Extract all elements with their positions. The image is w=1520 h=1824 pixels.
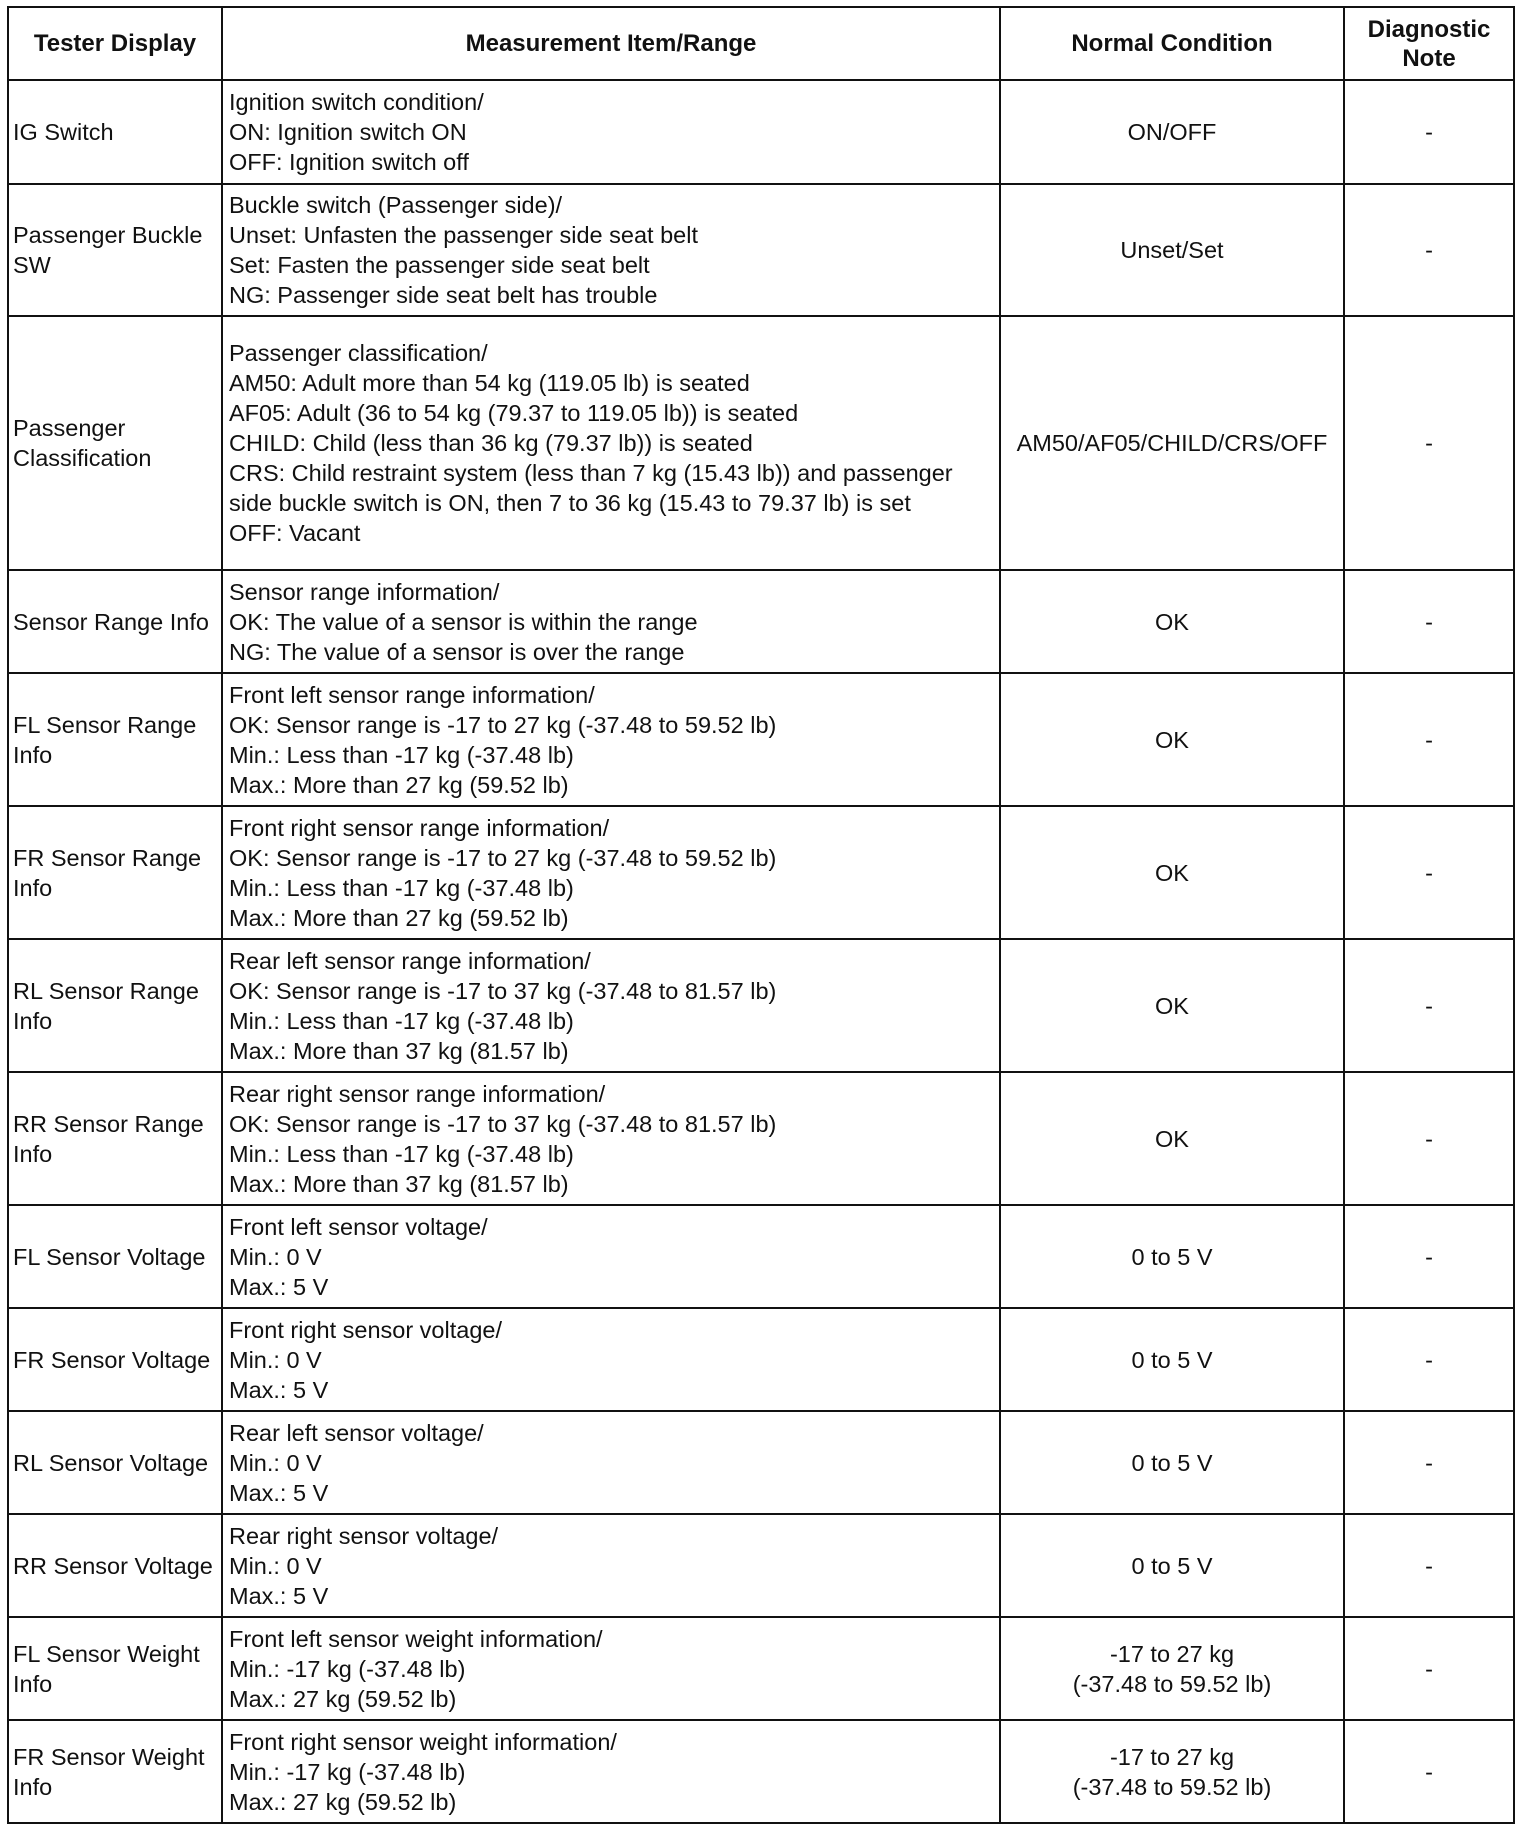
measurement-line: OK: Sensor range is -17 to 27 kg (-37.48 to 59.52 lb) (229, 711, 777, 738)
measurement-line: Min.: 0 V (229, 1552, 322, 1579)
diagnostic-note-cell: - (1344, 570, 1514, 673)
table-row (8, 80, 1514, 184)
measurement-item-cell (222, 673, 1000, 806)
diagnostic-note-cell: - (1344, 80, 1514, 184)
measurement-item-cell (222, 1308, 1000, 1411)
measurement-line: Max.: 5 V (229, 1273, 329, 1300)
table-row (8, 1205, 1514, 1308)
measurement-line: Unset: Unfasten the passenger side seat belt (229, 222, 698, 248)
tester-display-cell: FL Sensor Range Info (8, 673, 222, 806)
measurement-line: OFF: Vacant (229, 520, 361, 546)
measurement-line: Buckle switch (Passenger side)/ (229, 192, 563, 218)
measurement-line: Min.: Less than -17 kg (-37.48 lb) (229, 1140, 574, 1167)
measurement-item-cell (222, 570, 1000, 673)
measurement-line: Front right sensor weight information/ (229, 1728, 617, 1755)
measurement-line: Sensor range information/ (229, 578, 500, 605)
table-row (8, 570, 1514, 673)
table-body (8, 80, 1514, 1823)
measurement-line: Rear left sensor range information/ (229, 947, 591, 974)
normal-condition-cell (1000, 80, 1344, 184)
diagnostic-note-cell: - (1344, 184, 1514, 316)
measurement-line: CHILD: Child (less than 36 kg (79.37 lb)) is seated (229, 430, 753, 456)
normal-condition-cell (1000, 806, 1344, 939)
diagnostic-note-cell: - (1344, 1411, 1514, 1514)
measurement-line: OK: Sensor range is -17 to 37 kg (-37.48 to 81.57 lb) (229, 977, 777, 1004)
measurement-line: Min.: 0 V (229, 1346, 322, 1373)
normal-condition-line: 0 to 5 V (1131, 1552, 1213, 1579)
normal-condition-cell (1000, 939, 1344, 1072)
measurement-line: AF05: Adult (36 to 54 kg (79.37 to 119.05 lb)) is seated (229, 400, 799, 426)
tester-display-cell: FR Sensor Voltage (8, 1308, 222, 1411)
tester-display-cell: RR Sensor Range Info (8, 1072, 222, 1205)
measurement-line: Set: Fasten the passenger side seat belt (229, 252, 650, 278)
normal-condition-line: OK (1155, 726, 1189, 753)
header-normal-condition: Normal Condition (1000, 7, 1344, 80)
measurement-line: Ignition switch condition/ (229, 89, 484, 115)
measurement-item-cell (222, 1720, 1000, 1823)
normal-condition-line: -17 to 27 kg (1109, 1640, 1235, 1667)
measurement-line: Max.: More than 27 kg (59.52 lb) (229, 771, 569, 798)
normal-condition-cell (1000, 570, 1344, 673)
measurement-item-cell (222, 1205, 1000, 1308)
header-measurement-item: Measurement Item/Range (222, 7, 1000, 80)
measurement-item-cell (222, 184, 1000, 316)
tester-display-cell: FR Sensor Weight Info (8, 1720, 222, 1823)
measurement-line: ON: Ignition switch ON (229, 119, 467, 145)
measurement-line: Front right sensor range information/ (229, 814, 610, 841)
measurement-line: Min.: 0 V (229, 1243, 322, 1270)
diagnostic-note-cell: - (1344, 1617, 1514, 1720)
normal-condition-line: 0 to 5 V (1131, 1346, 1213, 1373)
normal-condition-cell (1000, 673, 1344, 806)
normal-condition-line: Unset/Set (1120, 237, 1224, 263)
normal-condition-line: 0 to 5 V (1131, 1243, 1213, 1270)
normal-condition-line: AM50/AF05/CHILD/CRS/OFF (1016, 430, 1328, 456)
measurement-line: Min.: -17 kg (-37.48 lb) (229, 1758, 466, 1785)
header-tester-display: Tester Display (8, 7, 222, 80)
measurement-line: Max.: More than 37 kg (81.57 lb) (229, 1037, 569, 1064)
tester-display-cell: RL Sensor Range Info (8, 939, 222, 1072)
table-header-row (8, 7, 1514, 80)
measurement-line: Max.: 27 kg (59.52 lb) (229, 1788, 457, 1815)
measurement-line: OFF: Ignition switch off (229, 149, 469, 175)
normal-condition-cell (1000, 1720, 1344, 1823)
diagnostic-note-cell: - (1344, 316, 1514, 570)
normal-condition-line: (-37.48 to 59.52 lb) (1072, 1670, 1272, 1697)
measurement-line: Max.: More than 27 kg (59.52 lb) (229, 904, 569, 931)
table-row (8, 1308, 1514, 1411)
tester-display-cell: RL Sensor Voltage (8, 1411, 222, 1514)
header-diagnostic-note: Diagnostic Note (1344, 7, 1514, 80)
normal-condition-cell (1000, 184, 1344, 316)
table-row (8, 939, 1514, 1072)
normal-condition-line: -17 to 27 kg (1109, 1743, 1235, 1770)
data-monitor-table (7, 6, 1515, 1824)
normal-condition-line: (-37.48 to 59.52 lb) (1072, 1773, 1272, 1800)
measurement-line: OK: Sensor range is -17 to 37 kg (-37.48 to 81.57 lb) (229, 1110, 777, 1137)
normal-condition-cell (1000, 1308, 1344, 1411)
measurement-line: CRS: Child restraint system (less than 7 kg (15.43 lb)) and passenger side buckle switch is ON, then 7 to 36 kg (15.43 to 79.37 lb) is set (229, 460, 953, 516)
measurement-item-cell (222, 1617, 1000, 1720)
diagnostic-note-cell: - (1344, 1514, 1514, 1617)
table-row (8, 316, 1514, 570)
measurement-line: OK: Sensor range is -17 to 27 kg (-37.48 to 59.52 lb) (229, 844, 777, 871)
measurement-line: Passenger classification/ (229, 340, 488, 366)
table-row (8, 1411, 1514, 1514)
measurement-item-cell (222, 1514, 1000, 1617)
measurement-item-cell (222, 1411, 1000, 1514)
normal-condition-line: 0 to 5 V (1131, 1449, 1213, 1476)
measurement-line: Front left sensor voltage/ (229, 1213, 488, 1240)
tester-display-cell: IG Switch (8, 80, 222, 184)
measurement-line: Max.: 5 V (229, 1582, 329, 1609)
table-row (8, 806, 1514, 939)
measurement-line: Rear left sensor voltage/ (229, 1419, 484, 1446)
table-row (8, 1617, 1514, 1720)
normal-condition-line: OK (1155, 1125, 1189, 1152)
measurement-line: Min.: Less than -17 kg (-37.48 lb) (229, 741, 574, 768)
normal-condition-line: OK (1155, 859, 1189, 886)
table-row (8, 184, 1514, 316)
measurement-line: Min.: -17 kg (-37.48 lb) (229, 1655, 466, 1682)
measurement-line: Max.: 5 V (229, 1376, 329, 1403)
diagnostic-note-cell: - (1344, 1720, 1514, 1823)
measurement-line: OK: The value of a sensor is within the range (229, 608, 698, 635)
measurement-item-cell (222, 1072, 1000, 1205)
normal-condition-line: ON/OFF (1127, 119, 1217, 145)
tester-display-cell: RR Sensor Voltage (8, 1514, 222, 1617)
normal-condition-cell (1000, 1072, 1344, 1205)
measurement-item-cell (222, 80, 1000, 184)
measurement-item-cell (222, 806, 1000, 939)
measurement-line: Max.: More than 37 kg (81.57 lb) (229, 1170, 569, 1197)
measurement-item-cell (222, 316, 1000, 570)
normal-condition-line: OK (1155, 992, 1189, 1019)
tester-display-cell: Sensor Range Info (8, 570, 222, 673)
diagnostic-note-cell: - (1344, 806, 1514, 939)
normal-condition-line: OK (1155, 608, 1189, 635)
measurement-line: Front right sensor voltage/ (229, 1316, 502, 1343)
measurement-line: Rear right sensor range information/ (229, 1080, 606, 1107)
normal-condition-cell (1000, 1411, 1344, 1514)
diagnostic-note-cell: - (1344, 939, 1514, 1072)
measurement-line: Min.: Less than -17 kg (-37.48 lb) (229, 1007, 574, 1034)
measurement-line: AM50: Adult more than 54 kg (119.05 lb) is seated (229, 370, 750, 396)
table-row (8, 1514, 1514, 1617)
tester-display-cell: FL Sensor Voltage (8, 1205, 222, 1308)
measurement-line: Front left sensor range information/ (229, 681, 595, 708)
measurement-line: Rear right sensor voltage/ (229, 1522, 499, 1549)
measurement-line: Min.: Less than -17 kg (-37.48 lb) (229, 874, 574, 901)
normal-condition-cell (1000, 1205, 1344, 1308)
diagnostic-note-cell: - (1344, 673, 1514, 806)
measurement-line: Max.: 27 kg (59.52 lb) (229, 1685, 457, 1712)
tester-display-cell: Passenger Buckle SW (8, 184, 222, 316)
diagnostic-note-cell: - (1344, 1205, 1514, 1308)
measurement-line: NG: Passenger side seat belt has trouble (229, 282, 658, 308)
diagnostic-note-cell: - (1344, 1308, 1514, 1411)
table-row (8, 1072, 1514, 1205)
measurement-item-cell (222, 939, 1000, 1072)
tester-display-cell: FL Sensor Weight Info (8, 1617, 222, 1720)
normal-condition-cell (1000, 316, 1344, 570)
measurement-line: Max.: 5 V (229, 1479, 329, 1506)
table-row (8, 1720, 1514, 1823)
normal-condition-cell (1000, 1514, 1344, 1617)
tester-display-cell: Passenger Classification (8, 316, 222, 570)
diagnostic-note-cell: - (1344, 1072, 1514, 1205)
normal-condition-cell (1000, 1617, 1344, 1720)
measurement-line: Min.: 0 V (229, 1449, 322, 1476)
measurement-line: NG: The value of a sensor is over the range (229, 638, 685, 665)
measurement-line: Front left sensor weight information/ (229, 1625, 603, 1652)
table-row (8, 673, 1514, 806)
tester-display-cell: FR Sensor Range Info (8, 806, 222, 939)
